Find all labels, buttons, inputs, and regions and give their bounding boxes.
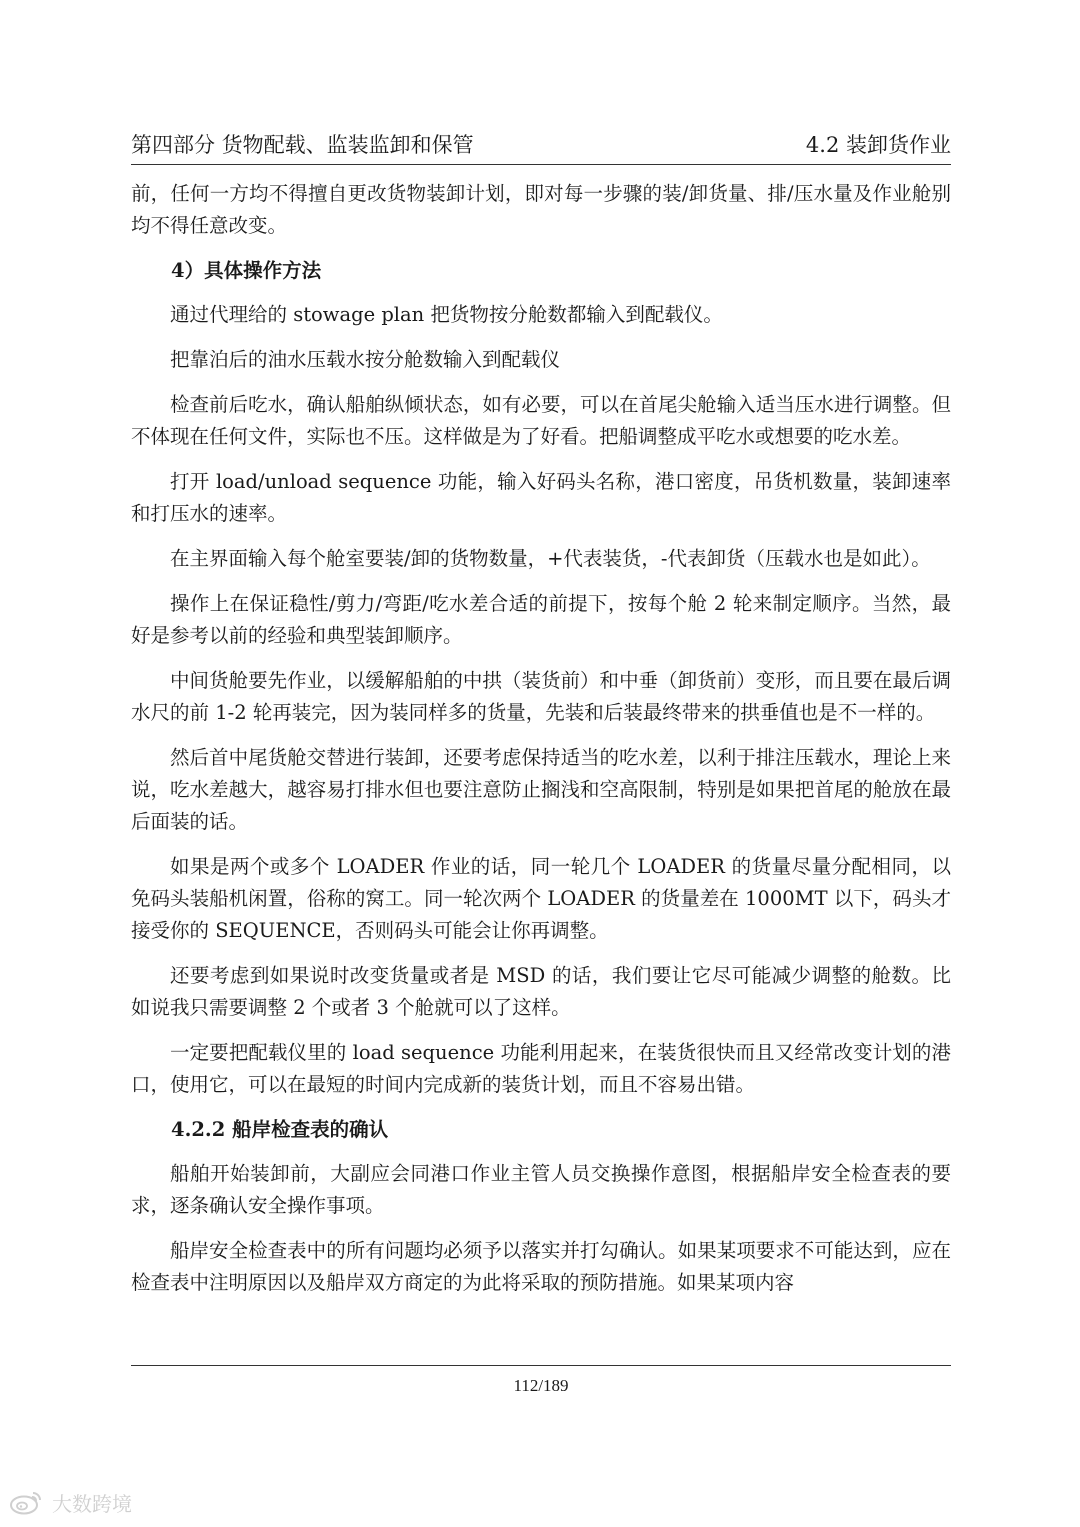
- paragraph: 然后首中尾货舱交替进行装卸，还要考虑保持适当的吃水差，以利于排注压载水，理论上来说，吃水差越大，越容易打排水但也要注意防止搁浅和空高限制，特别是如果把首尾的舱放在最后面装的话。: [131, 746, 951, 833]
- header-part-title: 第四部分 货物配载、监装监卸和保管: [131, 133, 474, 157]
- paragraph: 打开 load/unload sequence 功能，输入好码头名称，港口密度，吊货机数量，装卸速率和打压水的速率。: [131, 470, 951, 525]
- subsection-heading-operation-method: 4）具体操作方法: [171, 259, 322, 282]
- paragraph: 在主界面输入每个舱室要装/卸的货物数量，+代表装货，-代表卸货（压载水也是如此）。: [170, 547, 931, 570]
- paragraph-continuation: 前，任何一方均不得擅自更改货物装卸计划，即对每一步骤的装/卸货量、排/压水量及作业舱别均不得任意改变。: [131, 182, 951, 237]
- paragraph: 把靠泊后的油水压载水按分舱数输入到配载仪: [170, 348, 561, 371]
- page-number: 112/189: [513, 1376, 569, 1395]
- footer-divider: [131, 1365, 951, 1366]
- paragraph: 一定要把配载仪里的 load sequence 功能利用起来，在装货很快而且又经常改变计划的港口，使用它，可以在最短的时间内完成新的装货计划，而且不容易出错。: [131, 1041, 951, 1096]
- watermark-text: 大数跨境: [52, 1491, 132, 1516]
- paragraph: 船舶开始装卸前，大副应会同港口作业主管人员交换操作意图，根据船岸安全检查表的要求，逐条确认安全操作事项。: [131, 1162, 951, 1217]
- header-divider: [131, 164, 951, 165]
- header-section-title: 4.2 装卸货作业: [805, 133, 951, 157]
- paragraph: 检查前后吃水，确认船舶纵倾状态，如有必要，可以在首尾尖舱输入适当压水进行调整。但不体现在任何文件，实际也不压。这样做是为了好看。把船调整成平吃水或想要的吃水差。: [131, 393, 951, 448]
- weibo-logo-icon: [8, 1489, 44, 1515]
- paragraph: 操作上在保证稳性/剪力/弯距/吃水差合适的前提下，按每个舱 2 轮来制定顺序。当然，最好是参考以前的经验和典型装卸顺序。: [131, 592, 951, 647]
- page-body: [131, 178, 951, 1312]
- paragraph: 船岸安全检查表中的所有问题均必须予以落实并打勾确认。如果某项要求不可能达到，应在检查表中注明原因以及船岸双方商定的为此将采取的预防措施。如果某项内容: [131, 1239, 951, 1294]
- paragraph: 还要考虑到如果说时改变货量或者是 MSD 的话，我们要让它尽可能减少调整的舱数。比如说我只需要调整 2 个或者 3 个舱就可以了这样。: [131, 964, 951, 1019]
- paragraph: 如果是两个或多个 LOADER 作业的话，同一轮几个 LOADER 的货量尽量分配相同，以免码头装船机闲置，俗称的窝工。同一轮次两个 LOADER 的货量差在 1000MT 以下，码头才接受你的 SEQUENCE，否则码头可能会让你再调整。: [131, 855, 951, 942]
- paragraph: 中间货舱要先作业，以缓解船舶的中拱（装货前）和中垂（卸货前）变形，而且要在最后调水尺的前 1-2 轮再装完，因为装同样多的货量，先装和后装最终带来的拱垂值也是不一样的。: [131, 669, 951, 724]
- watermark: [8, 1487, 132, 1517]
- running-header: [131, 128, 951, 162]
- paragraph: 通过代理给的 stowage plan 把货物按分舱数都输入到配载仪。: [170, 303, 723, 326]
- section-heading-checklist: 4.2.2 船岸检查表的确认: [171, 1118, 389, 1141]
